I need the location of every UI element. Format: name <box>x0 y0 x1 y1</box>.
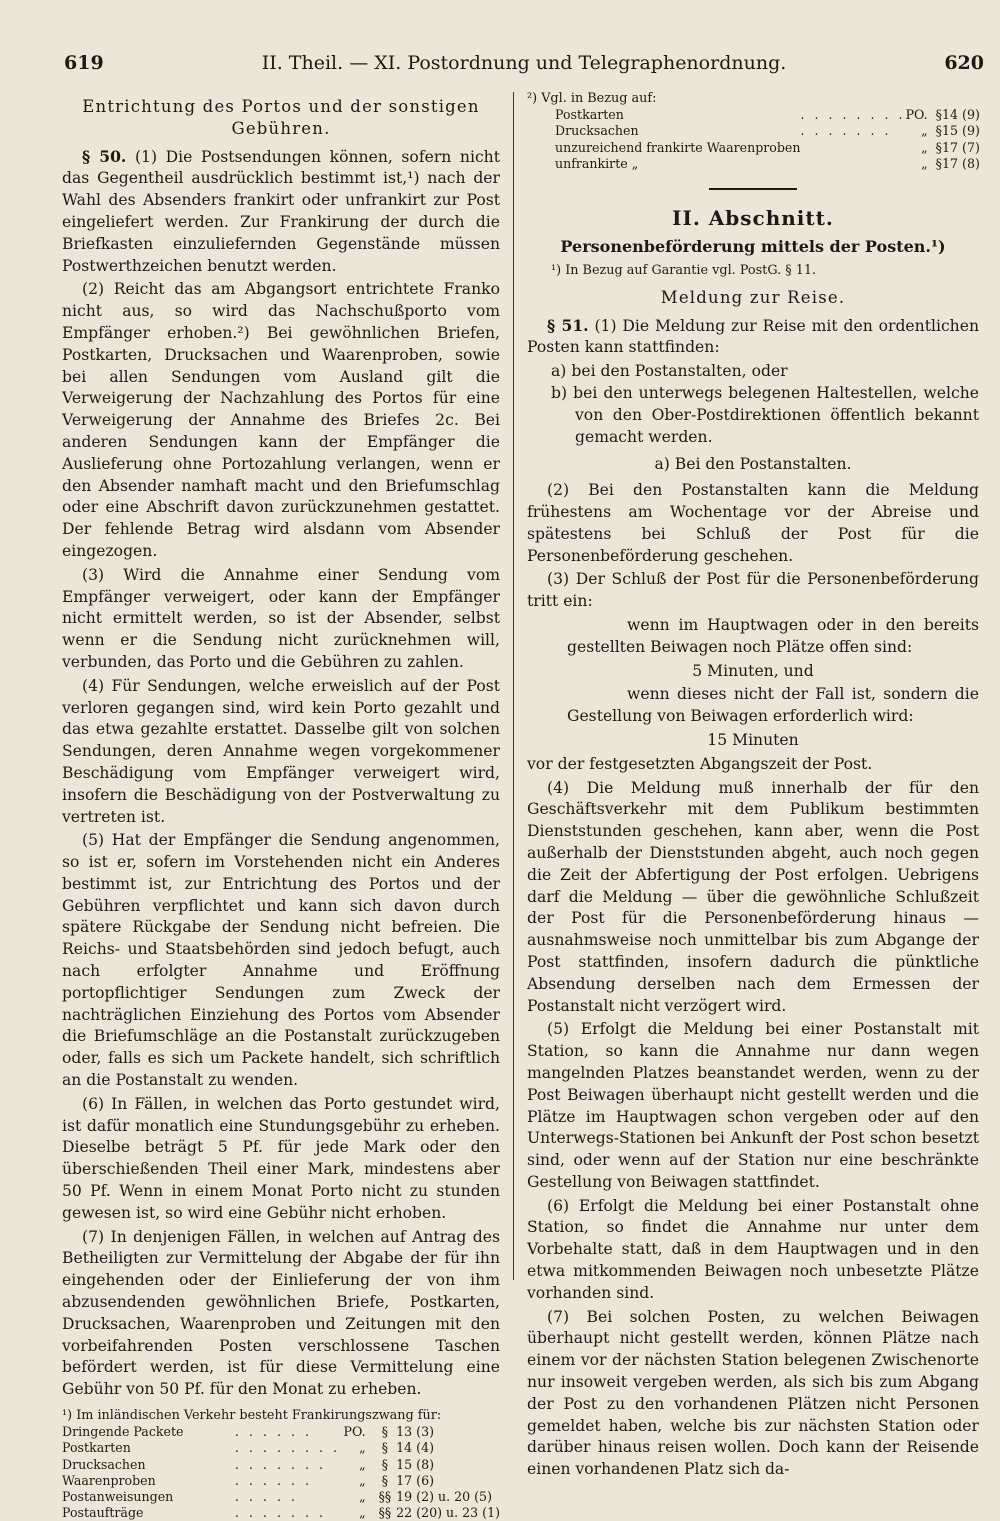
fn1-row <box>62 1473 500 1489</box>
fn1-sec: § <box>381 1472 389 1488</box>
fn2-ref: 17 (7) <box>942 139 980 155</box>
section-rule <box>709 188 797 190</box>
fn2-name: Postkarten <box>555 107 624 123</box>
footnote-2-title: ²) Vgl. in Bezug auf: <box>527 91 657 106</box>
paragraph-50-5: (5) Hat der Empfänger die Sendung angenommen, so ist er, sofern im Vorstehenden nicht ein Anderes bestimmt ist, zur Entrichtung des Portos und der Gebühren verpflichtet und kann sich davon durch spätere Rückgabe der Sendung nicht befreien. Die Reichs- und Staatsbehörden sind jedoch befugt, auch nach erfolgter Annahme und Eröffnung portopflichtiger Sendungen zum Zweck der nachträglichen Einziehung des Portos vom Absender die Briefumschläge an die Postanstalt zurückzugeben oder, falls es sich um Packete handelt, sich schriftlich an die Postanstalt zu wenden. <box>62 831 500 1090</box>
page-header <box>64 50 984 82</box>
fn2-name: unzureichend frankirte Waarenproben <box>555 139 801 155</box>
paragraph-51-3-line3: wenn dieses nicht der Fall ist, sondern die Gestellung von Beiwagen erforderlich wird: <box>567 685 979 726</box>
list-item-a <box>551 361 979 383</box>
fn1-dots: . . . . . . . <box>234 1505 326 1521</box>
fn1-abbr: „ <box>359 1489 366 1505</box>
fn1-name: Drucksachen <box>62 1456 146 1472</box>
fn1-ref: 13 (3) <box>396 1424 434 1440</box>
fn1-name: Postanweisungen <box>62 1489 174 1505</box>
list-item-a-label: a) <box>551 362 567 381</box>
fn1-row <box>62 1440 500 1456</box>
fn1-sec: §§ <box>378 1489 392 1505</box>
paragraph-50-2: (2) Reicht das am Abgangsort entrichtete Franko nicht aus, so wird das Nachschußporto vom Empfänger erhoben.²) Bei gewöhnlichen Briefen, Postkarten, Drucksachen und Waarenproben, sowie bei allen Sendungen vom Ausland gilt die Verweigerung der Nachzahlung des Portos für eine Verweigerung der Annahme des Briefes 2c. Bei anderen Sendungen kann der Empfänger die Auslieferung ohne Portozahlung verlangen, wenn er den Absender namhaft macht und den Briefumschlag oder eine Abschrift davon zurückzunehmen gestattet. Der fehlende Betrag wird alsdann vom Absender eingezogen. <box>62 280 500 560</box>
list-item-b-text: bei den unterwegs belegenen Haltestellen, welche von den Ober-Postdirektionen öffentlich bekannt gemacht werden. <box>573 384 979 446</box>
paragraph-51-1-text: (1) Die Meldung zur Reise mit den ordentlichen Posten kann stattfinden: <box>527 316 979 357</box>
fn1-name: Postaufträge <box>62 1505 144 1521</box>
paragraph-50-1-text: (1) Die Postsendungen können, sofern nicht das Gegentheil ausdrücklich bestimmt ist,¹) nach der Wahl des Absenders frankirt oder unfrankirt zur Post eingeliefert werden. Zur Frankirung der durch die Briefkasten einzuliefernden Gegenstände müssen Postwerthzeichen benutzt werden. <box>62 147 500 275</box>
fn2-name: Drucksachen <box>555 123 639 139</box>
fn1-abbr: „ <box>359 1440 366 1456</box>
fn2-sec: § <box>935 139 942 155</box>
fn2-abbr: „ <box>921 155 928 171</box>
paragraph-51-3-line4: 15 Minuten <box>707 730 799 749</box>
fn1-sec: § <box>381 1424 389 1440</box>
fn1-row <box>62 1424 500 1440</box>
fn1-ref: 14 (4) <box>396 1440 434 1456</box>
fn1-abbr: „ <box>359 1505 366 1521</box>
abschnitt-subheading: Personenbeförderung mittels der Posten.¹) <box>560 236 946 256</box>
fn1-dots: . . . . . . . . <box>234 1440 340 1456</box>
footnote-1-table <box>62 1424 500 1521</box>
paragraph-51-7: (7) Bei solchen Posten, zu welchen Beiwagen überhaupt nicht gestellt werden, können Plätze nach einem vor der nächsten Station belegenen Zwischenorte nur insoweit vergeben werden, als sich bis zum Abgang der Post zu den vorhandenen Plätzen nicht Personen gemeldet haben, welche bis zur nächsten Station oder darüber hinaus reisen wollen. Doch kann der Reisende einen vorhandenen Platz sich da- <box>527 1307 979 1479</box>
fn1-dots: . . . . . . <box>234 1472 312 1488</box>
paragraph-51-3-line1: wenn im Hauptwagen oder in den bereits gestellten Beiwagen noch Plätze offen sind: <box>567 615 979 656</box>
section-label-50: § 50. <box>82 146 127 166</box>
list-item-b <box>551 383 979 448</box>
running-title: II. Theil. — XI. Postordnung und Telegraphenordnung. <box>261 52 787 74</box>
fn2-sec: § <box>935 155 942 171</box>
fn1-abbr: „ <box>359 1456 366 1472</box>
fn1-abbr: „ <box>359 1472 366 1488</box>
fn2-name: unfrankirte „ <box>555 155 639 171</box>
page-number-left: 619 <box>64 52 104 74</box>
fn1-dots: . . . . . <box>234 1489 298 1505</box>
fn2-row <box>555 107 980 123</box>
fn2-row <box>555 156 980 172</box>
footnote-2-table <box>555 107 980 172</box>
fn1-dots: . . . . . . <box>234 1424 312 1440</box>
fn1-sec: § <box>381 1456 389 1472</box>
paragraph-51-6: (6) Erfolgt die Meldung bei einer Postanstalt ohne Station, so findet die Annahme nur unter dem Vorbehalte statt, daß in dem Hauptwagen und in den etwa mitkommenden Beiwagen noch unbesetzte Plätze vorhanden sind. <box>527 1196 979 1302</box>
footnote-1-title: ¹) Im inländischen Verkehr besteht Frankirungszwang für: <box>62 1408 442 1424</box>
fn1-row <box>62 1489 500 1505</box>
fn2-abbr: PO. <box>905 107 928 123</box>
paragraph-50-6: (6) In Fällen, in welchen das Porto gestundet wird, ist dafür monatlich eine Stundungsgebühr zu erheben. Dieselbe beträgt 5 Pf. für jede Mark oder den überschießenden Theil einer Mark, mindestens aber 50 Pf. Wenn in einem Monat Porto nicht zu stunden gewesen ist, so wird eine Gebühr nicht erhoben. <box>62 1094 500 1222</box>
fn1-row <box>62 1505 500 1521</box>
column-divider <box>513 92 514 1280</box>
paragraph-51-3-line2: 5 Minuten, und <box>692 661 814 680</box>
paragraph-51-2: (2) Bei den Postanstalten kann die Meldung frühestens am Wochentage vor der Abreise und spätestens bei Schluß der Post für die Personenbeförderung geschehen. <box>527 481 979 565</box>
fn2-row <box>555 123 980 139</box>
fn2-dots <box>801 140 906 156</box>
paragraph-50-3: (3) Wird die Annahme einer Sendung vom Empfänger verweigert, oder kann der Empfänger nicht ermittelt werden, so ist der Absender, selbst wenn er die Sendung nicht zurücknehmen will, verbunden, das Porto und die Gebühren zu zahlen. <box>62 565 500 671</box>
fn2-ref: 15 (9) <box>942 123 980 139</box>
section-heading-entrichtung: Entrichtung des Portos und der sonstigen Gebühren. <box>82 97 480 138</box>
fn2-dots <box>801 156 906 172</box>
fn1-ref: 22 (20) u. 23 (1) <box>396 1505 500 1521</box>
fn1-ref: 15 (8) <box>396 1456 434 1472</box>
section-heading-meldung: Meldung zur Reise. <box>660 287 846 307</box>
fn2-dots: . . . . . . . <box>800 123 892 139</box>
left-column <box>62 90 500 1521</box>
list-item-a-text: bei den Postanstalten, oder <box>571 362 788 381</box>
fn1-sec: §§ <box>378 1505 392 1521</box>
page-number-right: 620 <box>944 52 984 74</box>
fn2-abbr: „ <box>921 123 928 139</box>
paragraph-51-3-end: vor der festgesetzten Abgangszeit der Post. <box>527 754 873 773</box>
paragraph-50-7: (7) In denjenigen Fällen, in welchen auf Antrag des Betheiligten zur Vermittelung der Abgabe der für ihn eingehenden oder der Einlieferung der von ihm abzusendenden gewöhnlichen Briefe, Postkarten, Drucksachen, Waarenproben und Zeitungen mit den vorbeifahrenden Posten verschlossene Taschen befördert werden, ist für diese Vermittelung eine Gebühr von 50 Pf. für den Monat zu erheben. <box>62 1227 500 1399</box>
paragraph-51-5: (5) Erfolgt die Meldung bei einer Postanstalt mit Station, so kann die Annahme nur dann wegen mangelnden Platzes beanstandet werden, wenn zu der Post Beiwagen überhaupt nicht gestellt werden und die Plätze im Hauptwagen schon vergeben oder auf den Unterwegs-Stationen bei Ankunft der Post schon besetzt sind, oder wenn auf der Station nur eine beschränkte Gestellung von Beiwagen stattfindet. <box>527 1020 979 1191</box>
list-item-b-label: b) <box>551 384 568 402</box>
paragraph-50-1 <box>62 146 500 278</box>
fn1-sec: § <box>381 1440 389 1456</box>
paragraph-51-3: (3) Der Schluß der Post für die Personenbeförderung tritt ein: <box>527 570 979 611</box>
right-column <box>527 90 980 1479</box>
subheading-postanstalten: a) Bei den Postanstalten. <box>654 455 852 474</box>
fn1-name: Dringende Packete <box>62 1424 184 1440</box>
fn2-sec: § <box>935 107 942 123</box>
fn1-name: Postkarten <box>62 1440 131 1456</box>
fn2-sec: § <box>935 123 942 139</box>
fn2-ref: 14 (9) <box>942 107 980 123</box>
fn1-row <box>62 1457 500 1473</box>
fn1-dots: . . . . . . . <box>234 1456 326 1472</box>
paragraph-51-1 <box>527 315 979 360</box>
fn2-dots: . . . . . . . . <box>800 107 906 123</box>
abschnitt-heading: II. Abschnitt. <box>672 206 834 231</box>
paragraph-51-4: (4) Die Meldung muß innerhalb der für den Geschäftsverkehr mit dem Publikum bestimmten Dienststunden geschehen, kann aber, wenn die Post außerhalb der Dienststunden abgeht, auch noch gegen die Zeit der Abfertigung der Post erfolgen. Uebrigens darf die Meldung — über die gewöhnliche Schlußzeit der Post für die Personenbeförderung hinaus — ausnahmsweise noch unmittelbar bis zum Abgange der Post stattfinden, insofern dadurch die pünktliche Absendung derselben nach dem Ermessen der Postanstalt nicht verzögert wird. <box>527 778 979 1015</box>
fn1-name: Waarenproben <box>62 1472 156 1488</box>
footnote-3: ¹) In Bezug auf Garantie vgl. PostG. § 11. <box>551 262 817 278</box>
fn1-ref: 17 (6) <box>396 1472 434 1488</box>
section-label-51: § 51. <box>547 315 589 335</box>
paragraph-50-4: (4) Für Sendungen, welche erweislich auf der Post verloren gegangen sind, wird kein Porto gezahlt und das etwa gezahlte erstattet. Dasselbe gilt von solchen Sendungen, deren Annahme wegen vorgekommener Beschädigung vom Empfänger verweigert wird, insofern die Beschädigung von der Postverwaltung zu vertreten ist. <box>62 676 500 826</box>
fn1-ref: 19 (2) u. 20 (5) <box>396 1489 492 1505</box>
fn1-abbr: PO. <box>343 1424 366 1440</box>
fn2-row <box>555 140 980 156</box>
fn2-ref: 17 (8) <box>942 155 980 171</box>
fn2-abbr: „ <box>921 139 928 155</box>
